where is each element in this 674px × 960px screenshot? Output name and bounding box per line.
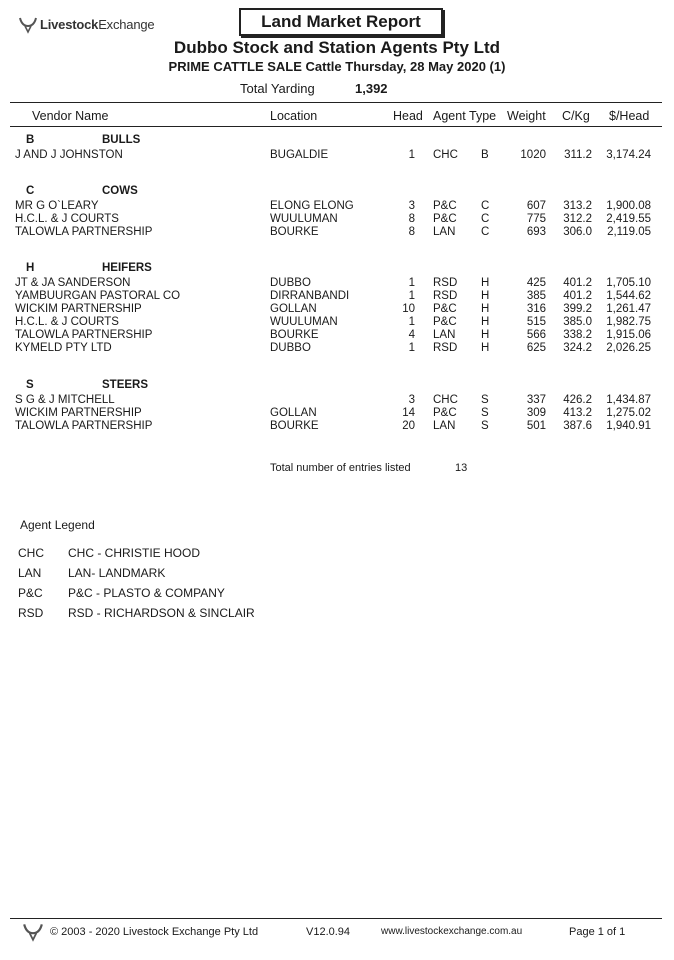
bull-horns-icon	[18, 14, 38, 34]
col-weight: Weight	[507, 109, 546, 123]
cell-type: H	[481, 329, 490, 341]
cell-type: H	[481, 316, 490, 328]
legend-description: P&C - PLASTO & COMPANY	[68, 586, 225, 600]
section-name: BULLS	[102, 134, 141, 146]
cell-price: 1,434.87	[606, 394, 651, 406]
cell-agent: P&C	[433, 316, 457, 328]
cell-ckg: 401.2	[563, 290, 592, 302]
cell-type: H	[481, 290, 490, 302]
cell-location: ELONG ELONG	[270, 200, 354, 212]
cell-location: DUBBO	[270, 342, 311, 354]
cell-agent: CHC	[433, 394, 458, 406]
legend-code: LAN	[18, 566, 42, 580]
cell-weight: 309	[526, 407, 546, 419]
footer-url[interactable]: www.livestockexchange.com.au	[381, 926, 523, 937]
cell-weight: 425	[526, 277, 546, 289]
cell-head: 1	[408, 277, 415, 289]
total-entries-value: 13	[455, 462, 468, 474]
cell-vendor: TALOWLA PARTNERSHIP	[15, 420, 153, 432]
cell-ckg: 385.0	[563, 316, 592, 328]
cell-ckg: 324.2	[563, 342, 592, 354]
cell-ckg: 426.2	[563, 394, 592, 406]
footer-rule	[10, 918, 662, 919]
cell-vendor: JT & JA SANDERSON	[15, 277, 131, 289]
cell-location: WUULUMAN	[270, 316, 338, 328]
cell-weight: 566	[526, 329, 546, 341]
cell-price: 1,982.75	[606, 316, 651, 328]
cell-vendor: KYMELD PTY LTD	[15, 342, 112, 354]
cell-weight: 316	[526, 303, 546, 315]
cell-head: 14	[402, 407, 415, 419]
cell-vendor: H.C.L. & J COURTS	[15, 316, 119, 328]
cell-ckg: 413.2	[563, 407, 592, 419]
cell-head: 1	[408, 149, 415, 161]
cell-type: C	[481, 200, 490, 212]
cell-location: WUULUMAN	[270, 213, 338, 225]
legend-description: LAN- LANDMARK	[68, 566, 166, 580]
cell-type: S	[481, 407, 489, 419]
company-name: Dubbo Stock and Station Agents Pty Ltd	[173, 38, 501, 57]
cell-weight: 501	[526, 420, 546, 432]
cell-location: GOLLAN	[270, 303, 317, 315]
cell-type: C	[481, 213, 490, 225]
cell-agent: RSD	[433, 277, 458, 289]
agent-legend-title: Agent Legend	[20, 518, 95, 532]
cell-head: 1	[408, 290, 415, 302]
section-code: H	[26, 262, 35, 274]
cell-head: 1	[408, 316, 415, 328]
cell-agent: LAN	[433, 226, 456, 238]
cell-price: 2,419.55	[606, 213, 651, 225]
cell-head: 3	[408, 394, 415, 406]
cell-agent: LAN	[433, 420, 456, 432]
sale-subtitle: PRIME CATTLE SALE Cattle Thursday, 28 May 2020 (1)	[168, 59, 506, 74]
legend-description: RSD - RICHARDSON & SINCLAIR	[68, 606, 255, 620]
cell-ckg: 338.2	[563, 329, 592, 341]
section-code: S	[26, 379, 34, 391]
cell-type: H	[481, 303, 490, 315]
cell-head: 8	[408, 213, 415, 225]
cell-price: 2,119.05	[607, 226, 651, 238]
cell-price: 1,915.06	[606, 329, 651, 341]
cell-agent: P&C	[433, 213, 457, 225]
cell-location: BOURKE	[270, 420, 319, 432]
cell-weight: 515	[526, 316, 546, 328]
cell-ckg: 399.2	[563, 303, 592, 315]
section-name: HEIFERS	[102, 262, 152, 274]
report-title: Land Market Report	[239, 8, 443, 36]
cell-location: BOURKE	[270, 226, 319, 238]
cell-head: 3	[408, 200, 415, 212]
header-bottom-rule	[10, 126, 662, 127]
cell-ckg: 311.2	[564, 149, 592, 161]
footer-copyright: © 2003 - 2020 Livestock Exchange Pty Ltd	[50, 926, 259, 938]
cell-weight: 775	[526, 213, 546, 225]
legend-code: P&C	[18, 586, 43, 600]
cell-vendor: WICKIM PARTNERSHIP	[15, 407, 142, 419]
cell-ckg: 313.2	[563, 200, 592, 212]
cell-agent: P&C	[433, 407, 457, 419]
cell-location: BOURKE	[270, 329, 319, 341]
section-name: COWS	[102, 185, 138, 197]
cell-agent: CHC	[433, 149, 458, 161]
section-code: B	[26, 134, 35, 146]
col-location: Location	[270, 109, 318, 123]
cell-head: 4	[408, 329, 415, 341]
cell-price: 1,261.47	[606, 303, 651, 315]
cell-vendor: MR G O`LEARY	[15, 200, 99, 212]
cell-vendor: WICKIM PARTNERSHIP	[15, 303, 142, 315]
cell-vendor: H.C.L. & J COURTS	[15, 213, 119, 225]
cell-weight: 693	[526, 226, 546, 238]
cell-weight: 337	[526, 394, 546, 406]
cell-type: C	[481, 226, 490, 238]
total-yarding-label: Total Yarding	[240, 81, 315, 96]
cell-type: B	[481, 149, 489, 161]
cell-weight: 385	[526, 290, 546, 302]
footer-version: V12.0.94	[306, 926, 351, 938]
cell-type: H	[481, 277, 490, 289]
cell-price: 1,900.08	[606, 200, 651, 212]
col-agent: Agent	[433, 109, 466, 123]
cell-ckg: 312.2	[563, 213, 592, 225]
cell-head: 1	[408, 342, 415, 354]
cell-type: H	[481, 342, 490, 354]
col-type: Type	[469, 109, 497, 123]
cell-price: 1,275.02	[606, 407, 651, 419]
cell-ckg: 401.2	[563, 277, 592, 289]
logo-text: LivestockExchange	[40, 16, 155, 32]
cell-price: 1,940.91	[606, 420, 651, 432]
cell-head: 10	[402, 303, 415, 315]
cell-location: DIRRANBANDI	[270, 290, 350, 302]
cell-head: 8	[408, 226, 415, 238]
cell-agent: LAN	[433, 329, 456, 341]
cell-price: 2,026.25	[606, 342, 651, 354]
cell-weight: 607	[526, 200, 546, 212]
cell-price: 3,174.24	[606, 149, 651, 161]
total-entries-label: Total number of entries listed	[270, 462, 411, 474]
cell-location: DUBBO	[270, 277, 311, 289]
cell-type: S	[481, 420, 489, 432]
cell-agent: P&C	[433, 303, 457, 315]
footer-logo	[20, 920, 46, 947]
cell-agent: RSD	[433, 342, 458, 354]
cell-agent: RSD	[433, 290, 458, 302]
bull-horns-icon	[20, 920, 46, 942]
cell-weight: 1020	[520, 149, 546, 161]
cell-vendor: TALOWLA PARTNERSHIP	[15, 329, 153, 341]
legend-code: CHC	[18, 546, 44, 560]
header-top-rule	[10, 102, 662, 103]
livestock-exchange-logo	[18, 14, 154, 34]
cell-head: 20	[402, 420, 415, 432]
legend-description: CHC - CHRISTIE HOOD	[68, 546, 200, 560]
legend-code: RSD	[18, 606, 44, 620]
cell-vendor: J AND J JOHNSTON	[15, 149, 123, 161]
col-ckg: C/Kg	[562, 109, 590, 123]
cell-weight: 625	[526, 342, 546, 354]
col-price-per-head: $/Head	[609, 109, 650, 123]
cell-ckg: 306.0	[563, 226, 592, 238]
cell-vendor: S G & J MITCHELL	[15, 394, 115, 406]
cell-price: 1,544.62	[606, 290, 651, 302]
cell-location: GOLLAN	[270, 407, 317, 419]
cell-agent: P&C	[433, 200, 457, 212]
cell-type: S	[481, 394, 489, 406]
section-name: STEERS	[102, 379, 149, 391]
cell-location: BUGALDIE	[270, 149, 329, 161]
col-head: Head	[393, 109, 423, 123]
cell-vendor: YAMBUURGAN PASTORAL CO	[15, 290, 181, 302]
footer-page-number: Page 1 of 1	[569, 926, 626, 938]
section-code: C	[26, 185, 35, 197]
cell-price: 1,705.10	[606, 277, 651, 289]
col-vendor-name: Vendor Name	[32, 109, 109, 123]
cell-vendor: TALOWLA PARTNERSHIP	[15, 226, 153, 238]
cell-ckg: 387.6	[563, 420, 592, 432]
total-yarding-value: 1,392	[355, 81, 388, 96]
